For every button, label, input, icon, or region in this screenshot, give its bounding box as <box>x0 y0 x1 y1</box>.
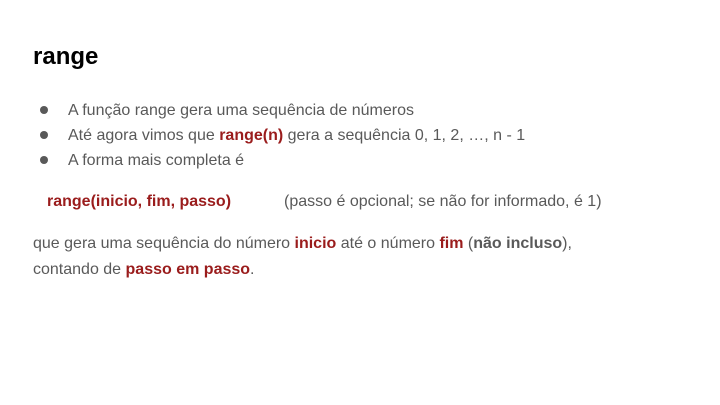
bullet-dot-icon <box>40 156 48 164</box>
bullet-list <box>40 98 525 173</box>
para-text: contando de <box>33 261 126 278</box>
para-text: . <box>250 261 255 278</box>
bullet-text-prefix: Até agora vimos que <box>68 127 220 144</box>
para-text: até o número <box>336 235 440 252</box>
bullet-item <box>40 148 525 173</box>
para-highlight-inicio: inicio <box>294 235 337 252</box>
para-highlight-fim: fim <box>439 235 464 252</box>
bullet-text-suffix: gera a sequência 0, 1, 2, …, n - 1 <box>283 127 526 144</box>
explanation-paragraph <box>33 231 693 283</box>
bullet-item <box>40 123 525 148</box>
bullet-code-highlight: range(n) <box>219 127 284 144</box>
bullet-dot-icon <box>40 106 48 114</box>
range-signature-note: (passo é opcional; se não for informado, é 1) <box>284 193 602 210</box>
bullet-item <box>40 98 525 123</box>
para-highlight-passo: passo em passo <box>125 261 251 278</box>
bullet-text: A função range gera uma sequência de números <box>68 102 415 119</box>
bullet-dot-icon <box>40 131 48 139</box>
para-text: que gera uma sequência do número <box>33 235 295 252</box>
slide-title: range <box>33 43 99 70</box>
bullet-text: A forma mais completa é <box>68 152 245 169</box>
range-signature-code: range(inicio, fim, passo) <box>47 193 232 210</box>
para-text: ( <box>463 235 474 252</box>
para-bold-nao-incluso: não incluso <box>473 235 563 252</box>
para-text: ), <box>562 235 572 252</box>
range-signature <box>47 190 602 214</box>
